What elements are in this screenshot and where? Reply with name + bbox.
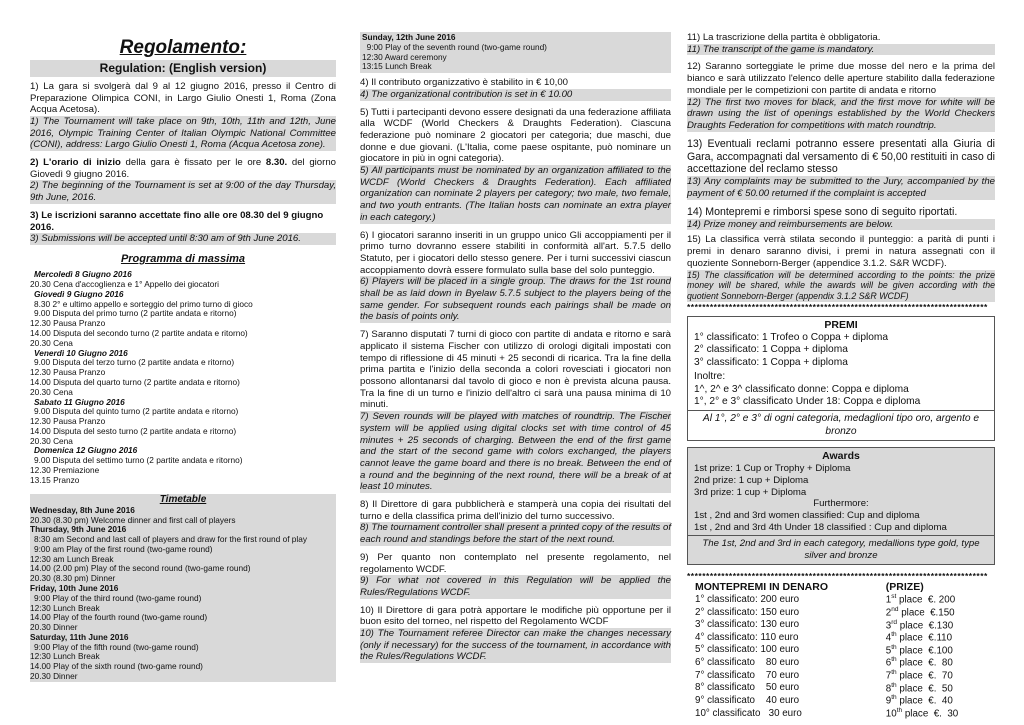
schedule-day-heading: Thursday, 9th June 2016 bbox=[30, 524, 127, 535]
premi-line: 2° classificato: 1 Coppa + diploma bbox=[694, 344, 848, 356]
schedule-entry: 9.00 Disputa del primo turno (2 partite andata e ritorno) bbox=[34, 308, 237, 319]
rule-14-en: 14) Prize money and reimbursements are below. bbox=[687, 219, 995, 231]
schedule-entry: 12.30 Pausa Pranzo bbox=[30, 367, 106, 378]
schedule-entry: 20.30 Dinner bbox=[30, 622, 78, 633]
premi-line: 1°, 2° e 3° classificato Under 18: Coppa e diploma bbox=[694, 396, 921, 408]
prize-it: 4° classificato: 110 euro bbox=[695, 631, 799, 643]
prize-it: 2° classificato: 150 euro bbox=[695, 606, 800, 618]
schedule-entry: 9.00 Disputa del quinto turno (2 partite andata e ritorno) bbox=[34, 406, 239, 417]
schedule-entry: 12:30 Lunch Break bbox=[30, 602, 100, 613]
programma-heading: Programma di massima bbox=[120, 252, 246, 265]
prize-it: 8° classificato 50 euro bbox=[695, 682, 800, 694]
money-heading-en: (PRIZE) bbox=[885, 581, 924, 594]
prize-en bbox=[872, 669, 995, 682]
sunday-line: 12:30 Award ceremony bbox=[362, 51, 447, 62]
middle-column bbox=[360, 32, 671, 663]
prize-place-number: 5 bbox=[885, 645, 892, 657]
premi-line: 1° classificato: 1 Trofeo o Coppa + diploma bbox=[694, 331, 889, 343]
schedule-entry: 12.30 Pausa Pranzo bbox=[30, 318, 106, 329]
programma-schedule bbox=[30, 270, 336, 485]
schedule-entry: 9:00 Play of the third round (two-game round) bbox=[34, 592, 202, 603]
rule-2-bold-a: 2) L'orario di inizio bbox=[30, 157, 121, 169]
prize-place-suffix: th bbox=[891, 643, 897, 651]
schedule-entry: 9.00 Disputa del terzo turno (2 partite andata e ritorno) bbox=[34, 357, 235, 368]
money-heading-it: MONTEPREMI IN DENARO bbox=[695, 581, 829, 594]
rule-14-it: 14) Montepremi e rimborsi spese sono di seguito riportati. bbox=[687, 205, 958, 218]
prize-row bbox=[687, 682, 995, 695]
rule-10-en: 10) The Tournament referee Director can make the changes necessary (only if necessary) for the success of the tournament, in accordance with the Rules/Regulations WCDF. bbox=[360, 628, 671, 663]
rule-3-en: 3) Submissions will be accepted until 8:30 am of 9th June 2016. bbox=[30, 233, 336, 245]
rule-8-it: 8) Il Direttore di gara pubblicherà e stamperà una copia dei risultati del turno e della classifica prima dell'inizio del turno successivo. bbox=[360, 499, 671, 522]
prize-place-suffix: nd bbox=[891, 605, 899, 613]
premi-line: Inoltre: bbox=[694, 371, 726, 383]
schedule-day-heading: Giovedì 9 Giugno 2016 bbox=[34, 288, 124, 299]
schedule-entry: 14.00 Disputa del sesto turno (2 partite andata e ritorno) bbox=[30, 425, 237, 436]
prize-row bbox=[687, 593, 995, 606]
prize-amount: place €.150 bbox=[901, 607, 955, 619]
prize-place-suffix: th bbox=[891, 681, 897, 689]
rule-11-it: 11) La trascrizione della partita è obbligatoria. bbox=[687, 32, 881, 43]
schedule-entry: 20.30 Dinner bbox=[30, 671, 78, 681]
premi-box bbox=[687, 316, 995, 441]
prize-amount: place €. 50 bbox=[899, 682, 953, 694]
schedule-entry: 14.00 (2.00 pm) Play of the second round (two-game round) bbox=[30, 563, 251, 574]
prize-amount: place €. 80 bbox=[899, 657, 953, 669]
prize-place-number: 1 bbox=[885, 594, 892, 606]
prize-en bbox=[872, 619, 995, 632]
prize-amount: place €.110 bbox=[899, 632, 953, 644]
rule-9-it: 9) Per quanto non contemplato nel presente regolamento, nel regolamento WCDF. bbox=[360, 551, 671, 575]
rule-12-en: 12) The first two moves for black, and the first move for white will be drawn using the list of openings established by the World Checkers Draughts Federation for competitions with match roundtrip. bbox=[687, 96, 995, 131]
prize-en bbox=[872, 644, 995, 657]
prize-en bbox=[872, 593, 995, 606]
rule-6-en: 6) Players will be placed in a single group. The draws for the 1st round shall be as laid down in Byelaw 5.7.5 subject to the players being of the same gender. For subsequent rounds each pairings shall be made on the basis of points only. bbox=[360, 276, 671, 323]
schedule-entry: 20.30 (8.30 pm) Dinner bbox=[30, 573, 116, 584]
prize-row bbox=[687, 656, 995, 669]
rule-2-text-d: del giorno Giovedì 9 giugno 2016. bbox=[30, 157, 336, 180]
prize-amount: place €. 40 bbox=[899, 695, 953, 707]
prize-place-number: 6 bbox=[885, 657, 892, 669]
awards-women: 1st , 2nd and 3rd women classified: Cup and diploma bbox=[694, 509, 920, 521]
awards-line: 1st prize: 1 Cup or Trophy + Diploma bbox=[694, 463, 851, 475]
schedule-entry: 14.00 Play of the fourth round (two-game round) bbox=[30, 612, 208, 623]
rule-12-it: 12) Saranno sorteggiate le prime due mosse del nero e la prima del bianco e sarà utilizzato l'elenco delle aperture stabilito dalla federazione mondiale per le competizioni con partite di andata e ritorno bbox=[687, 61, 995, 96]
schedule-day-heading: Wednesday, 8th June 2016 bbox=[30, 504, 135, 515]
awards-box bbox=[687, 447, 995, 564]
prize-it: 10° classificato 30 euro bbox=[695, 707, 802, 719]
prize-place-number: 2 bbox=[885, 607, 892, 619]
awards-line: 2nd prize: 1 cup + Diploma bbox=[694, 474, 809, 486]
awards-footer: The 1st, 2nd and 3rd in each category, medallions type gold, type silver and bronze bbox=[688, 535, 994, 563]
premi-line: 1^, 2^ e 3^ classificato donne: Coppa e diploma bbox=[694, 383, 909, 395]
schedule-entry: 20.30 Cena bbox=[30, 386, 73, 397]
prize-row bbox=[687, 606, 995, 619]
schedule-day-heading: Friday, 10th June 2016 bbox=[30, 582, 119, 593]
prize-amount: place €. 30 bbox=[904, 708, 959, 720]
prize-amount: place €.100 bbox=[899, 645, 953, 657]
prize-place-number: 10 bbox=[885, 708, 897, 720]
page-title: Regolamento: bbox=[119, 37, 247, 58]
page-subtitle: Regulation: (English version) bbox=[30, 60, 336, 77]
schedule-entry: 20.30 (8.30 pm) Welcome dinner and first call of players bbox=[30, 514, 236, 525]
prize-place-number: 3 bbox=[885, 619, 892, 631]
schedule-day-heading: Sabato 11 Giugno 2016 bbox=[34, 396, 125, 407]
rule-13-en: 13) Any complaints may be submitted to the Jury, accompanied by the payment of € 50.00 returned if the complaint is accepted bbox=[687, 176, 995, 200]
schedule-entry: 12.30 Premiazione bbox=[30, 464, 100, 475]
schedule-entry: 9:00 Play of the fifth round (two-game round) bbox=[34, 641, 199, 652]
schedule-entry: 12.30 Pausa Pranzo bbox=[30, 416, 106, 427]
prize-place-suffix: th bbox=[891, 694, 897, 702]
prize-row bbox=[687, 644, 995, 657]
prize-en bbox=[872, 631, 995, 644]
prize-row bbox=[687, 619, 995, 632]
rule-15-it: 15) La classifica verrà stilata secondo il punteggio: a parità di punti i premi in denaro saranno divisi, i premi in natura assegnati con il quoziente Sonneborn-Berger (appendice 3.1.2. S&R WCDF). bbox=[687, 234, 995, 269]
prize-place-number: 7 bbox=[885, 670, 892, 682]
prize-it: 6° classificato 80 euro bbox=[695, 657, 800, 669]
schedule-entry: 9:00 am Play of the first round (two-game round) bbox=[34, 543, 213, 554]
schedule-entry: 20.30 Cena d'accoglienza e 1° Appello dei giocatori bbox=[30, 279, 219, 290]
rule-15-en: 15) The classification will be determined according to the points: the prize money will be shared, while the awards will be given according with the quotient Sonneborn-Berger (appendix 3.1.2 S&R WCDF) bbox=[687, 269, 995, 301]
prize-row bbox=[687, 694, 995, 707]
rule-2-text-b: della gara è fissato per le ore bbox=[120, 157, 266, 169]
rule-2-it bbox=[30, 157, 336, 180]
prize-place-suffix: th bbox=[891, 656, 897, 664]
premi-title: PREMI bbox=[824, 319, 858, 332]
rule-2-en: 2) The beginning of the Tournament is set at 9:00 of the day Thursday, 9th June, 2016. bbox=[30, 180, 336, 204]
prize-en bbox=[872, 606, 995, 619]
prize-place-number: 4 bbox=[885, 632, 892, 644]
schedule-entry: 13.15 Pranzo bbox=[30, 474, 80, 485]
schedule-entry: 14.00 Play of the sixth round (two-game round) bbox=[30, 661, 203, 672]
prize-it: 1° classificato: 200 euro bbox=[695, 593, 800, 605]
rule-1-it: 1) La gara si svolgerà dal 9 al 12 giugno 2016, presso il Centro di Preparazione Olimpica CONI, in Largo Giulio Onesti 1, Roma (Zona Acqua Acetosa). bbox=[30, 80, 336, 116]
awards-furthermore: Furthermore: bbox=[813, 498, 869, 510]
rule-13-it: 13) Eventuali reclami potranno essere presentati alla Giuria di Gara, accompagnati dal versamento di € 50,00 restituiti in caso di accettazione del reclamo stesso bbox=[687, 137, 995, 176]
sunday-line: 9:00 Play of the seventh round (two-game round) bbox=[362, 41, 547, 52]
prize-money-table bbox=[687, 581, 995, 719]
schedule-entry: 14.00 Disputa del secondo turno (2 partite andata e ritorno) bbox=[30, 328, 248, 339]
prize-it: 7° classificato 70 euro bbox=[695, 669, 800, 681]
rule-6-it: 6) I giocatori saranno inseriti in un gruppo unico Gli accoppiamenti per il primo turno dovranno essere stabiliti in conformità all'art. 5.7.5 dello Statuto, per i giocatori dello stesso genere. Per i turni successivi ciascun accoppiamento dovrà essere formulato sulla base del solo punteggio. bbox=[360, 229, 671, 276]
schedule-entry: 20.30 Cena bbox=[30, 435, 73, 446]
rule-4-en: 4) The organizational contribution is set in € 10.00 bbox=[360, 89, 671, 101]
rule-7-en: 7) Seven rounds will be played with matches of roundtrip. The Fischer system will be applied using digital clocks set with time control of 45 minutes + 25 seconds of charging. Between the end of the first game and the start of the second game with colors exchanged, the players cannot leave the game board and there is no break. Between the end of a round and the beginning of the next round, there will be a break of at least 10 minutes. bbox=[360, 411, 671, 493]
schedule-day-heading: Saturday, 11th June 2016 bbox=[30, 631, 129, 642]
sunday-line: 13:15 Lunch Break bbox=[362, 61, 432, 72]
schedule-entry: 14.00 Disputa del quarto turno (2 partite andata e ritorno) bbox=[30, 376, 240, 387]
schedule-day-heading: Domenica 12 Giugno 2016 bbox=[34, 445, 138, 456]
prize-place-suffix: th bbox=[891, 669, 897, 677]
separator-stars: ******************************************************************************* bbox=[687, 301, 988, 312]
prize-place-suffix: st bbox=[891, 593, 897, 601]
sunday-block bbox=[360, 32, 671, 73]
prize-en bbox=[872, 656, 995, 669]
prize-row bbox=[687, 669, 995, 682]
prize-en bbox=[872, 682, 995, 695]
prize-it: 3° classificato: 130 euro bbox=[695, 619, 800, 631]
left-column bbox=[30, 32, 336, 682]
schedule-entry: 20.30 Cena bbox=[30, 337, 73, 348]
rule-5-en: 5) All participants must be nominated by an organization affiliated to the WCDF (World Checkers & Draughts Federation). Each affiliated organization can nominate 2 players per category; two male, two female, and two youth entrants. (The Italian hosts can nominate an extra player in each category.) bbox=[360, 165, 671, 223]
rule-9-en: 9) For what not covered in this Regulation will be applied the Rules/Regulations WCDF. bbox=[360, 575, 671, 598]
awards-line: 3rd prize: 1 cup + Diploma bbox=[694, 486, 807, 498]
rule-5-it: 5) Tutti i partecipanti devono essere designati da una federazione affiliata alla WCDF (World Checkers & Draughts Federation). Ciascuna federazione può nominare 2 giocatori per categoria; due maschi, due donne e due giovani. (L'Italia, come paese ospitante, può nominare un giocatore in più in ogni categoria). bbox=[360, 106, 671, 165]
prize-place-number: 9 bbox=[885, 695, 892, 707]
prize-place-number: 8 bbox=[885, 682, 892, 694]
sunday-heading: Sunday, 12th June 2016 bbox=[362, 32, 456, 42]
separator-stars: ******************************************************************************* bbox=[687, 570, 988, 581]
prize-en bbox=[872, 694, 995, 707]
timetable-heading: Timetable bbox=[159, 493, 207, 505]
prize-place-suffix: rd bbox=[891, 618, 898, 626]
rule-8-en: 8) The tournament controller shall present a printed copy of the results of each round and standings before the start of the next round. bbox=[360, 522, 671, 546]
right-column bbox=[687, 32, 995, 720]
prize-amount: place €. 200 bbox=[899, 594, 956, 606]
rule-11-en: 11) The transcript of the game is mandatory. bbox=[687, 44, 995, 56]
prize-row bbox=[687, 707, 995, 720]
awards-under18: 1st , 2nd and 3rd 4th Under 18 classified : Cup and diploma bbox=[694, 521, 947, 533]
rule-10-it: 10) Il Direttore di gara potrà apportare le modifiche più opportune per il buon esito del torneo, nel rispetto del Regolamento WCDF bbox=[360, 604, 671, 628]
prize-amount: place €.130 bbox=[899, 619, 954, 631]
timetable-block bbox=[30, 494, 336, 682]
prize-place-suffix: th bbox=[896, 706, 903, 714]
schedule-entry: 8.30 2° e ultimo appello e sorteggio del primo turno di gioco bbox=[34, 298, 253, 309]
premi-footer: Al 1°, 2° e 3° di ogni categoria, medaglioni tipo oro, argento e bronzo bbox=[688, 410, 994, 440]
prize-row bbox=[687, 631, 995, 644]
rule-7-it: 7) Saranno disputati 7 turni di gioco con partite di andata e ritorno e sarà applicato il sistema Fischer con utilizzo di orologi digitali impostati con tempo di riflessione di 45 minuti + 25 secondi di ricarica. Tra la fine della prima partita e l'inizio della seconda a colori rovesciati i giocatori non possono allontanarsi dal tavolo di gioco e non è prevista alcuna pausa. Tra la fine di un turno e l'inizio dell'altro ci sarà una pausa minima di 10 minuti. bbox=[360, 329, 671, 411]
prize-it: 9° classificato 40 euro bbox=[695, 694, 800, 706]
schedule-day-heading: Venerdì 10 Giugno 2016 bbox=[34, 347, 128, 358]
schedule-entry: 8:30 am Second and last call of players and draw for the first round of play bbox=[34, 534, 308, 545]
prize-place-suffix: th bbox=[891, 631, 897, 639]
schedule-entry: 12:30 am Lunch Break bbox=[30, 553, 114, 564]
schedule-entry: 9.00 Disputa del settimo turno (2 partite andata e ritorno) bbox=[34, 455, 243, 466]
rule-1-en: 1) The Tournament will take place on 9th, 10th, 11th and 12th, June 2016, Olympic Training Center of Italian Olympic National Committee (CONI), address: Largo Giulio Onesti 1, Roma (Acqua Acetosa zone). bbox=[30, 115, 336, 151]
rule-3-it: 3) Le iscrizioni saranno accettate fino alle ore 08.30 del 9 giugno 2016. bbox=[30, 209, 324, 233]
prize-it: 5° classificato: 100 euro bbox=[695, 644, 800, 656]
prize-en bbox=[872, 707, 995, 720]
schedule-day-heading: Mercoledì 8 Giugno 2016 bbox=[34, 269, 132, 280]
schedule-entry: 12:30 Lunch Break bbox=[30, 651, 100, 662]
premi-line: 3° classificato: 1 Coppa + diploma bbox=[694, 356, 848, 368]
prize-amount: place €. 70 bbox=[899, 670, 953, 682]
rule-2-bold-c: 8.30. bbox=[265, 157, 288, 169]
timetable-schedule bbox=[30, 506, 336, 682]
awards-title: Awards bbox=[822, 450, 860, 463]
rule-4-it: 4) Il contributo organizzativo è stabilito in € 10,00 bbox=[360, 77, 568, 89]
